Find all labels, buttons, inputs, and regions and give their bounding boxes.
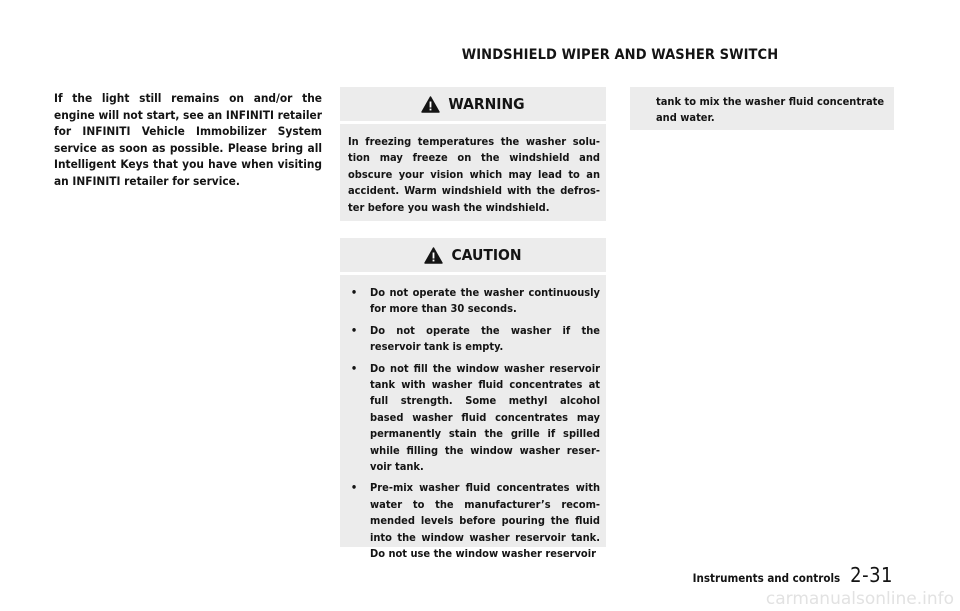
caution-item-text: Do not operate the washer if the reservoir tank is empty. [370,323,600,354]
page-number: 2-31 [850,563,893,587]
bullet: • [350,323,358,337]
caution-item [346,323,600,356]
page-footer [693,563,893,587]
footer-section-title: Instruments and controls [692,571,841,585]
warning-label: WARNING [448,95,525,113]
immobilizer-service-text: If the light still remains on and/or the engine will not start, see an INFINITI retailer for INFINITI Vehicle Immobilizer System service as soon as possible. Please bring all Intelligent Keys that you have when visiting an INFINITI retailer for service. [54,91,322,188]
caution-item-text: Do not fill the window washer reservoir tank with washer fluid concentrates at full strength. Some methyl alcohol based washer fluid concentrates may permanently stain the grille if spilled while filling the window washer reser- voir tank. [370,361,600,474]
caution-item [346,480,600,562]
warning-triangle-icon [424,247,443,264]
caution-label: CAUTION [451,246,522,264]
caution-continuation-box [630,87,894,130]
caution-item [346,285,600,318]
bullet: • [350,286,358,299]
warning-box [340,87,606,221]
caution-list [340,275,606,563]
warning-text: In freezing temperatures the washer solu- tion may freeze on the windshield and obscure your vision which may lead to an accident. Warm windshield with the defros- ter before you wash the windshield. [348,135,600,214]
caution-header [340,238,606,275]
warning-header [340,87,606,124]
caution-continuation-text: tank to mix the washer fluid concentrate and water. [656,95,885,125]
caution-box [340,238,606,561]
watermark: carmanualsonline.info [765,589,954,609]
bullet: • [350,361,358,375]
caution-item-text: Do not operate the washer continuously for more than 30 seconds. [370,286,600,316]
bullet: • [350,481,358,495]
caution-item [346,361,600,476]
section-heading: WINDSHIELD WIPER AND WASHER SWITCH [461,47,779,63]
caution-item-text: Pre-mix washer fluid concentrates with water to the manufacturer’s recom- mended levels before pouring the fluid into the window washer reservoir tank. Do not use the window washer reservoir [370,481,600,561]
warning-triangle-icon [421,96,440,113]
